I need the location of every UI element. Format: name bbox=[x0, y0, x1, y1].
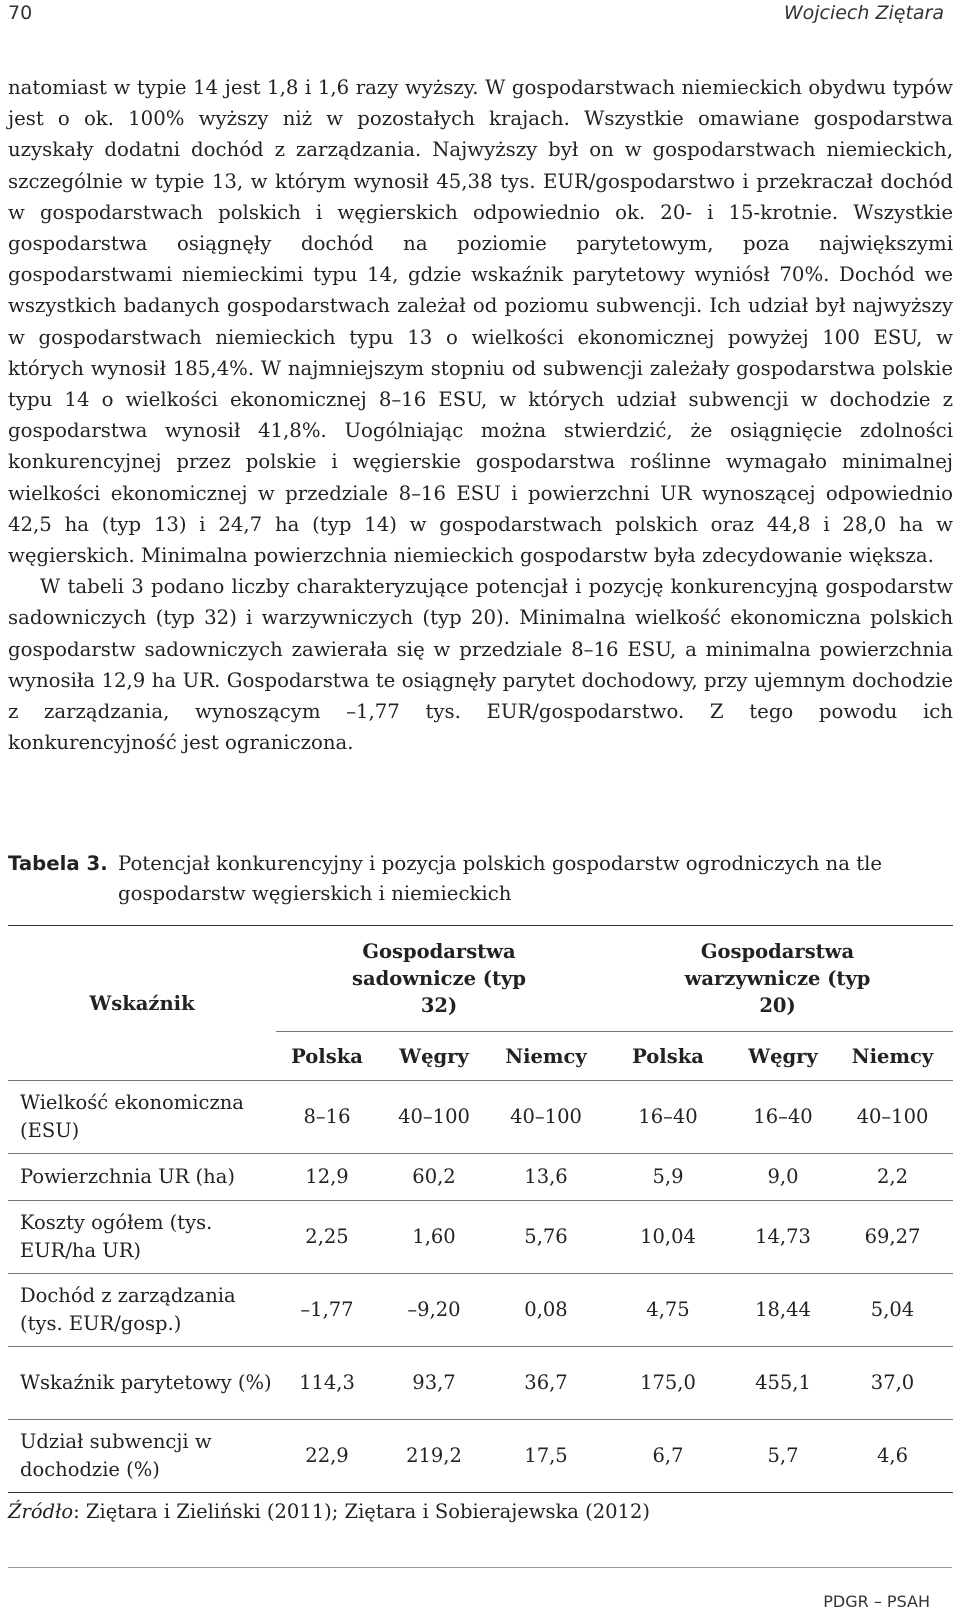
running-author: Wojciech Ziętara bbox=[783, 2, 944, 24]
table-row bbox=[8, 1420, 953, 1493]
cell: 9,0 bbox=[734, 1154, 832, 1201]
cell: 5,9 bbox=[602, 1154, 734, 1201]
footer-divider bbox=[8, 1567, 952, 1568]
cell: 37,0 bbox=[832, 1347, 953, 1420]
cell: 40–100 bbox=[378, 1081, 490, 1154]
page-footer: PDGR – PSAH bbox=[823, 1592, 930, 1611]
paragraph: natomiast w typie 14 jest 1,8 i 1,6 razy wyższy. W gospodarstwach niemieckich obydwu typów jest o ok. 100% wyższy niż w pozostałych krajach. Wszystkie omawiane gospodarstwa uzyskały dodatni dochód z zarządzania. Najwyższy był on w gospodarstwach niemieckich, szczególnie w typie 13, w którym wynosił 45,38 tys. EUR/gospodarstwo i przekraczał dochód w gospodarstwach polskich i węgierskich odpowiednio ok. 20- i 15-krotnie. Wszystkie gospodarstwa osiągnęły dochód na poziomie parytetowym, poza największymi gospodarstwami niemieckimi typu 14, gdzie wskaźnik parytetowy wyniósł 70%. Dochód we wszystkich badanych gospodarstwach zależał od poziomu subwencji. Ich udział był najwyższy w gospodarstwach niemieckich typu 13 o wielkości ekonomicznej powyżej 100 ESU, w których wynosił 185,4%. W najmniejszym stopniu od subwencji zależały gospodarstwa polskie typu 14 o wielkości ekonomicznej 8–16 ESU, w których udział subwencji w dochodzie z gospodarstwa wynosił 41,8%. Uogólniając można stwierdzić, że osiągnięcie zdolności konkurencyjnej przez polskie i węgierskie gospodarstwa roślinne wymagało minimalnej wielkości ekonomicznej w przedziale 8–16 ESU i powierzchni UR wynoszącej odpowiednio 42,5 ha (typ 13) i 24,7 ha (typ 14) w gospodarstwach polskich oraz 44,8 i 28,0 ha w węgierskich. Minimalna powierzchnia niemieckich gospodarstw była zdecydowanie większa. bbox=[8, 76, 953, 568]
cell: 4,75 bbox=[602, 1274, 734, 1347]
cell: 17,5 bbox=[490, 1420, 602, 1493]
cell: 2,2 bbox=[832, 1154, 953, 1201]
table-caption bbox=[8, 849, 953, 909]
cell: 40–100 bbox=[832, 1081, 953, 1154]
cell: 8–16 bbox=[276, 1081, 378, 1154]
cell: –9,20 bbox=[378, 1274, 490, 1347]
cell: 4,6 bbox=[832, 1420, 953, 1493]
row-label: Wskaźnik parytetowy (%) bbox=[8, 1347, 276, 1420]
table-row bbox=[8, 1274, 953, 1347]
row-label: Dochód z zarządzania (tys. EUR/gosp.) bbox=[8, 1274, 276, 1347]
table-row bbox=[8, 1201, 953, 1274]
country-header: Niemcy bbox=[832, 1032, 953, 1081]
group-header-vegetables: Gospodarstwa warzywnicze (typ 20) bbox=[602, 926, 953, 1032]
cell: 219,2 bbox=[378, 1420, 490, 1493]
cell: 22,9 bbox=[276, 1420, 378, 1493]
cell: 60,2 bbox=[378, 1154, 490, 1201]
paragraph: W tabeli 3 podano liczby charakteryzujące potencjał i pozycję konkurencyjną gospodarstw sadowniczych (typ 32) i warzywniczych (typ 20). Minimalna wielkość ekonomiczna polskich gospodarstw sadowniczych zawierała się w przedziale 8–16 ESU, a minimalna powierzchnia wynosiła 12,9 ha UR. Gospodarstwa te osiągnęły parytet dochodowy, przy ujemnym dochodzie z zarządzania, wynoszącym –1,77 tys. EUR/gospodarstwo. Z tego powodu ich konkurencyjność jest ograniczona. bbox=[8, 575, 953, 755]
table-caption-text: Potencjał konkurencyjny i pozycja polskich gospodarstw ogrodniczych na tle gospodarstw węgierskich i niemieckich bbox=[118, 852, 883, 905]
cell: 6,7 bbox=[602, 1420, 734, 1493]
group-header-orchards: Gospodarstwa sadownicze (typ 32) bbox=[276, 926, 602, 1032]
page-number: 70 bbox=[8, 2, 33, 24]
country-header: Polska bbox=[276, 1032, 378, 1081]
cell: 13,6 bbox=[490, 1154, 602, 1201]
cell: 14,73 bbox=[734, 1201, 832, 1274]
cell: 16–40 bbox=[734, 1081, 832, 1154]
table-caption-label: Tabela 3. bbox=[8, 852, 108, 875]
cell: 16–40 bbox=[602, 1081, 734, 1154]
cell: 5,7 bbox=[734, 1420, 832, 1493]
table-row bbox=[8, 1347, 953, 1420]
country-header: Węgry bbox=[734, 1032, 832, 1081]
cell: 0,08 bbox=[490, 1274, 602, 1347]
row-label: Udział subwencji w dochodzie (%) bbox=[8, 1420, 276, 1493]
source-label: Źródło bbox=[8, 1500, 74, 1523]
cell: 5,76 bbox=[490, 1201, 602, 1274]
cell: 5,04 bbox=[832, 1274, 953, 1347]
table-row bbox=[8, 1081, 953, 1154]
cell: 93,7 bbox=[378, 1347, 490, 1420]
cell: 12,9 bbox=[276, 1154, 378, 1201]
cell: 2,25 bbox=[276, 1201, 378, 1274]
row-label: Powierzchnia UR (ha) bbox=[8, 1154, 276, 1201]
country-header: Polska bbox=[602, 1032, 734, 1081]
cell: 175,0 bbox=[602, 1347, 734, 1420]
table-row bbox=[8, 1154, 953, 1201]
row-label: Koszty ogółem (tys. EUR/ha UR) bbox=[8, 1201, 276, 1274]
cell: 455,1 bbox=[734, 1347, 832, 1420]
cell: 69,27 bbox=[832, 1201, 953, 1274]
cell: 18,44 bbox=[734, 1274, 832, 1347]
source-text: : Ziętara i Zieliński (2011); Ziętara i Sobierajewska (2012) bbox=[73, 1500, 650, 1523]
data-table bbox=[8, 925, 953, 1493]
country-header: Niemcy bbox=[490, 1032, 602, 1081]
country-header: Węgry bbox=[378, 1032, 490, 1081]
cell: 1,60 bbox=[378, 1201, 490, 1274]
cell: –1,77 bbox=[276, 1274, 378, 1347]
cell: 36,7 bbox=[490, 1347, 602, 1420]
cell: 114,3 bbox=[276, 1347, 378, 1420]
cell: 40–100 bbox=[490, 1081, 602, 1154]
row-label: Wielkość ekonomiczna (ESU) bbox=[8, 1081, 276, 1154]
page-header bbox=[8, 2, 952, 30]
body-text bbox=[8, 72, 953, 758]
table-source bbox=[8, 1500, 650, 1523]
indicator-header: Wskaźnik bbox=[8, 926, 276, 1081]
cell: 10,04 bbox=[602, 1201, 734, 1274]
